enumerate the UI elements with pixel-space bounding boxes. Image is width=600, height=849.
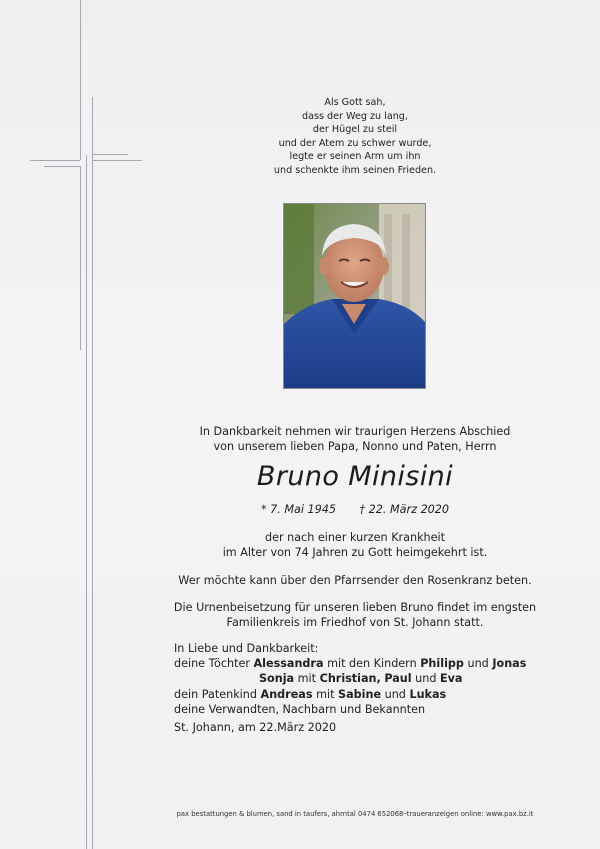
poem-line: Als Gott sah, — [324, 97, 386, 108]
daughters-prefix: deine Töchter — [174, 657, 250, 671]
grandchild-name: Philipp — [420, 657, 464, 671]
family-row-daughters — [174, 656, 554, 671]
connector-text: mit — [297, 672, 317, 686]
family-heading: In Liebe und Dankbarkeit: — [174, 642, 319, 655]
intro-line: In Dankbarkeit nehmen wir traurigen Herzens Abschied — [199, 425, 511, 438]
godchild-name: Andreas — [260, 687, 313, 701]
daughter-name: Alessandra — [253, 657, 324, 671]
family-row-sonja — [174, 671, 554, 686]
poem-line: der Hügel zu steil — [312, 124, 398, 136]
portrait-photo — [283, 203, 426, 389]
passing-line: im Alter von 74 Jahren zu Gott heimgekehrt ist. — [222, 546, 488, 559]
intro-text — [150, 424, 560, 454]
intro-line: von unserem lieben Papa, Nonno und Paten, Herrn — [213, 440, 497, 453]
connector-text: mit — [316, 687, 335, 701]
grandchild-name: Jonas — [492, 657, 527, 671]
poem-line: und schenkte ihm seinen Frieden. — [273, 164, 437, 176]
life-dates — [150, 503, 560, 516]
daughter-name: Sonja — [259, 672, 295, 686]
grandchild-name: Christian, — [319, 672, 381, 686]
birth-date: * 7. Mai 1945 — [260, 503, 336, 516]
grandchild-name: Eva — [440, 672, 463, 686]
footer-imprint: pax bestattungen & blumen, sand in taufers, ahrntal 0474 652068–traueranzeigen online: www.pax.bz.it — [176, 810, 534, 818]
godchild-prefix: dein Patenkind — [174, 687, 257, 701]
funeral-line: Die Urnenbeisetzung für unseren lieben Bruno findet im engsten — [173, 601, 537, 614]
passing-text — [150, 530, 560, 560]
grandchild-name: Paul — [384, 672, 412, 686]
family-list — [174, 641, 554, 717]
connector-text: mit den Kindern — [327, 657, 417, 671]
poem — [220, 96, 490, 178]
connector-text: und — [467, 657, 489, 671]
poem-line: und der Atem zu schwer wurde, — [278, 137, 432, 149]
place-date: St. Johann, am 22.März 2020 — [174, 721, 337, 734]
rosary-text: Wer möchte kann über den Pfarrsender den Rosenkranz beten. — [178, 574, 532, 587]
funeral-line: Familienkreis im Friedhof von St. Johann statt. — [226, 616, 484, 629]
poem-line: legte er seinen Arm um ihn — [289, 151, 421, 163]
deceased-name: Bruno Minisini — [256, 461, 454, 492]
godchild-partner-name: Sabine — [338, 687, 382, 701]
cross-ornament — [0, 0, 160, 849]
family-row-others: deine Verwandten, Nachbarn und Bekannten — [174, 702, 426, 716]
funeral-text — [150, 600, 560, 630]
godchild-child-name: Lukas — [409, 687, 447, 701]
poem-line: dass der Weg zu lang, — [302, 110, 408, 122]
family-row-godchild — [174, 687, 554, 702]
passing-line: der nach einer kurzen Krankheit — [264, 531, 446, 544]
death-date: † 22. März 2020 — [359, 503, 450, 516]
connector-text: und — [384, 687, 406, 701]
connector-text: und — [415, 672, 437, 686]
